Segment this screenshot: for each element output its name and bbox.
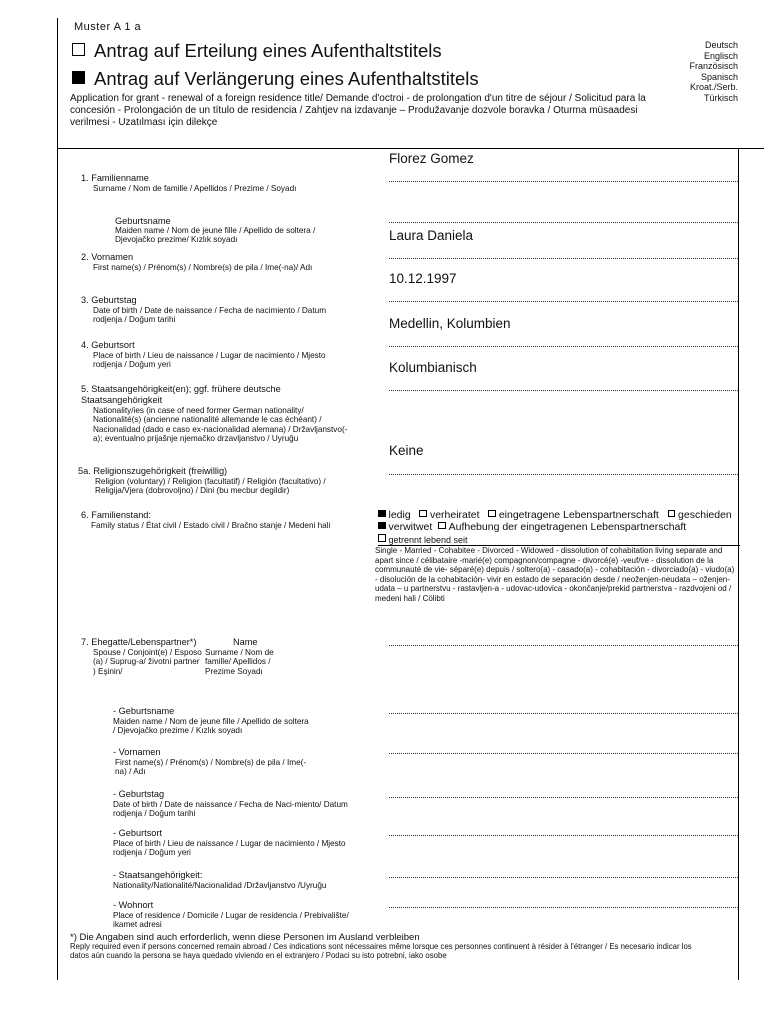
- checkbox-lebenspartnerschaft[interactable]: [488, 510, 496, 518]
- spouse-translation-left: Spouse / Conjoint(e) / Esposo (a) / Suprug-a/ životni partner ) Eşinin/: [93, 648, 202, 676]
- language-list: [689, 40, 738, 103]
- birth-name-label: Geburtsname: [115, 216, 171, 226]
- family-name-label: 1. Familienname: [81, 173, 149, 183]
- checkbox-ledig[interactable]: [378, 510, 386, 518]
- spouse-residence-label: - Wohnort: [113, 900, 154, 910]
- language-item: Kroat./Serb.: [689, 82, 738, 92]
- option-geschieden[interactable]: [668, 509, 732, 521]
- birth-date-line: [389, 301, 738, 302]
- option-verheiratet-label: verheiratet: [429, 509, 480, 521]
- birth-name-line[interactable]: [389, 222, 738, 223]
- checkbox-aufhebung[interactable]: [438, 522, 446, 530]
- spouse-nationality-translation: Nationality/Nationalité/Nacionalidad /Državljanstvo /Uyruğu: [113, 881, 327, 890]
- option-ledig-label: ledig: [388, 509, 411, 521]
- language-item: Französisch: [689, 61, 738, 71]
- spouse-label: 7. Ehegatte/Lebenspartner*): [81, 637, 197, 647]
- spouse-birth-name-label: - Geburtsname: [113, 706, 175, 716]
- first-names-line: [389, 258, 738, 259]
- checkbox-verlaengerung[interactable]: [72, 71, 85, 84]
- spouse-name-line[interactable]: [389, 645, 738, 646]
- nationality-line: [389, 390, 738, 391]
- birth-place-value[interactable]: Medellin, Kolumbien: [389, 316, 511, 331]
- marital-options-row-2: [378, 521, 686, 533]
- language-item: Englisch: [703, 50, 738, 61]
- checkbox-erteilung[interactable]: [72, 43, 85, 56]
- first-names-translation: First name(s) / Prénom(s) / Nombre(s) de pila / Ime(-na)/ Adı: [93, 263, 313, 272]
- marital-options-row-1: [378, 509, 732, 521]
- spouse-birth-date-line[interactable]: [389, 797, 738, 798]
- family-name-value[interactable]: Florez Gomez: [389, 151, 474, 166]
- language-item: Türkisch: [703, 92, 738, 103]
- option-verheiratet[interactable]: [419, 509, 479, 521]
- spouse-first-names-translation: First name(s) / Prénom(s) / Nombre(s) de pila / Ime(-na) / Adı: [115, 758, 307, 777]
- religion-label: 5a. Religionszugehörigkeit (freiwillig): [78, 466, 228, 476]
- language-item: Deutsch: [704, 40, 738, 50]
- spouse-birth-place-translation: Place of birth / Lieu de naissance / Lugar de nacimiento / Mjesto rodjenja / Doğum yeri: [113, 839, 346, 858]
- spouse-first-names-label: - Vornamen: [113, 747, 161, 757]
- spouse-translation-right: Surname / Nom de famille/ Apellidos / Prezime Soyadı: [205, 648, 274, 676]
- option-getrennt[interactable]: [378, 535, 468, 545]
- language-item: Spanisch: [700, 71, 738, 82]
- marital-status-translations: Single - Married - Cohabitee - Divorced - Widowed - dissolution of cohabitation living separate and apart since / célibataire -marié(e) compagnon/compagne - divorcé(e) -veuf/ve - dissolution de la communauté de vie- séparé(e) depuis / soltero(a) - casado(a) - cohabitación - divorciado(a) - viudo(a) - disolución de la cohabitación- vivir en estado de separación desde / neoženjen-neudata – oženjen-udata – u partnerstvu - rastavljen-a - udovac-udovica - okončanje/prekid partnerstva - razdvojeni od / medeni hali / Cölibti: [375, 546, 735, 603]
- spouse-birth-date-translation: Date of birth / Date de naissance / Fecha de Naci-miento/ Datum rodjenja / Doğum tarihi: [113, 800, 348, 819]
- marital-status-translation: Family status / État civil / Estado civil / Bračno stanje / Medeni hali: [91, 521, 331, 530]
- spouse-name-label: Name: [233, 637, 258, 647]
- option-verwitwet-label: verwitwet: [388, 521, 433, 533]
- religion-translation: Religion (voluntary) / Religion (facultatif) / Religión (facultativo) / Religija/Vjera (dobrovoljno) / Dini (bu mecbur degildir): [95, 477, 326, 496]
- nationality-label: 5. Staatsangehörigkeit(en); ggf. frühere deutsche Staatsangehörigkeit: [81, 384, 281, 405]
- birth-date-translation: Date of birth / Date de naissance / Fecha de nacimiento / Datum rodjenja / Doğum tarihi: [93, 306, 327, 325]
- option-verwitwet[interactable]: [378, 521, 432, 533]
- checkbox-geschieden[interactable]: [668, 510, 676, 518]
- option-lebenspartnerschaft-label: eingetragene Lebenspartnerschaft: [498, 509, 659, 521]
- option-verlaengerung-label: Antrag auf Verlängerung eines Aufenthaltstitels: [94, 68, 479, 89]
- birth-place-translation: Place of birth / Lieu de naissance / Lugar de nacimiento / Mjesto rodjenja / Doğum yeri: [93, 351, 326, 370]
- footnote-translation: Reply required even if persons concerned remain abroad / Ces indications sont nécessaires même lorsque ces personnes continuent à résider à l'étranger / Es necesario indicar los datos aún cuando la persona se haya quedado viviendo en el extranjero / Podaci su isto potrebni, iako osobe: [70, 942, 692, 960]
- spouse-birth-place-label: - Geburtsort: [113, 828, 163, 838]
- religion-line: [389, 474, 738, 475]
- family-name-line: [389, 181, 738, 182]
- birth-place-line: [389, 346, 738, 347]
- header-divider: [57, 148, 764, 149]
- first-names-value[interactable]: Laura Daniela: [389, 228, 474, 243]
- birth-name-translation: Maiden name / Nom de jeune fille / Apellido de soltera / Djevojačko prezime/ Kızlık soyadı: [115, 226, 316, 245]
- option-ledig[interactable]: [378, 509, 411, 521]
- spouse-nationality-line[interactable]: [389, 877, 738, 878]
- family-name-translation: Surname / Nom de famille / Apellidos / Prezime / Soyadı: [93, 184, 297, 193]
- checkbox-verheiratet[interactable]: [419, 510, 427, 518]
- spouse-residence-translation: Place of residence / Domicile / Lugar de residencia / Prebivalište/ ikamet adresi: [113, 911, 349, 930]
- option-geschieden-label: geschieden: [678, 509, 732, 521]
- spouse-birth-name-translation: Maiden name / Nom de jeune fille / Apellido de soltera / Djevojačko prezime / Kızlık soyadı: [113, 717, 309, 736]
- spouse-birth-name-line[interactable]: [389, 713, 738, 714]
- option-erteilung-label: Antrag auf Erteilung eines Aufenthaltstitels: [94, 40, 442, 61]
- checkbox-verwitwet[interactable]: [378, 522, 386, 530]
- option-getrennt-label: getrennt lebend seit: [388, 534, 468, 545]
- option-verlaengerung[interactable]: [72, 68, 479, 90]
- option-lebenspartnerschaft[interactable]: [488, 509, 658, 521]
- first-names-label: 2. Vornamen: [81, 252, 134, 262]
- option-aufhebung[interactable]: [438, 521, 686, 533]
- spouse-birth-place-line[interactable]: [389, 835, 738, 836]
- spouse-birth-date-label: - Geburtstag: [113, 789, 165, 799]
- nationality-translation: Nationality/ies (in case of need former German nationality/ Nationalité(s) (ancienne nationalité allemande le cas échéant) / Nacionalidad (dado e caso ex-nacionalidad alemana) / Državljanstvo(-a); eventualno prijašnje njemačko drzavljanstvo / Uyruğu: [93, 406, 348, 444]
- option-erteilung[interactable]: [72, 40, 442, 62]
- spouse-nationality-label: - Staatsangehörigkeit:: [113, 870, 203, 880]
- checkbox-getrennt[interactable]: [378, 534, 386, 542]
- page-left-border: [57, 18, 58, 980]
- birth-date-label: 3. Geburtstag: [81, 295, 137, 305]
- spouse-residence-line[interactable]: [389, 907, 738, 908]
- marital-status-label: 6. Familienstand:: [81, 510, 151, 520]
- option-aufhebung-label: Aufhebung der eingetragenen Lebenspartnerschaft: [448, 521, 687, 533]
- nationality-value[interactable]: Kolumbianisch: [389, 360, 477, 375]
- form-id: Muster A 1 a: [74, 21, 142, 33]
- religion-value[interactable]: Keine: [389, 443, 424, 458]
- spouse-first-names-line[interactable]: [389, 753, 738, 754]
- form-subtitle: Application for grant - renewal of a foreign residence title/ Demande d'octroi - de prolongation d'un titre de séjour / Solicitud para la concesión - Prolongación de un título de residencia / Zahtjev na izdavanje – Produžavanje dozvole boravka / Oturma müsaadesi verilmesi - Uzatılması için dilekçe: [70, 93, 646, 128]
- footnote: *) Die Angaben sind auch erforderlich, wenn diese Personen im Ausland verbleiben: [70, 932, 420, 943]
- form-right-border: [738, 148, 739, 980]
- birth-date-value[interactable]: 10.12.1997: [389, 271, 457, 286]
- birth-place-label: 4. Geburtsort: [81, 340, 135, 350]
- marital-options-row-3: [378, 534, 740, 546]
